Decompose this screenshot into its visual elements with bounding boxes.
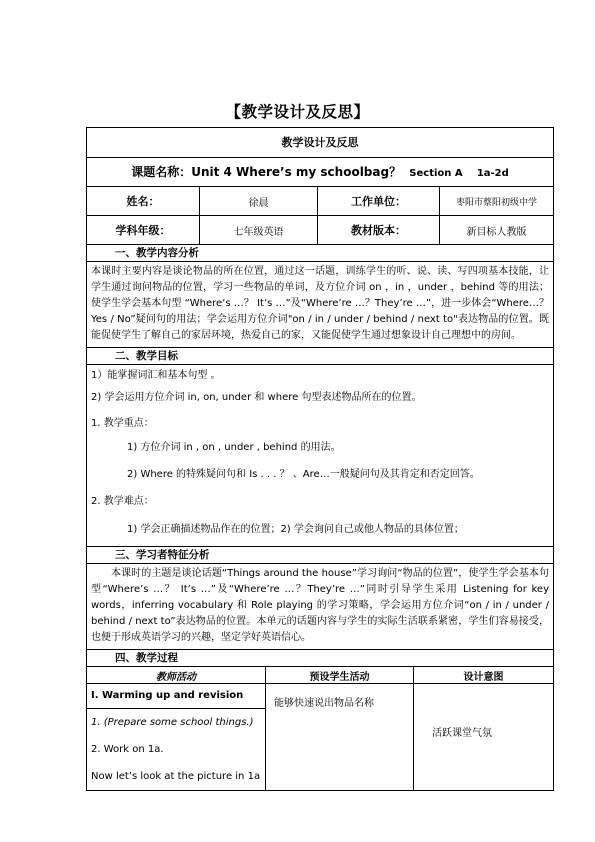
goal-item: 1）能掌握词汇和基本句型 。 <box>91 370 221 381</box>
section-teaching-goals-heading: 二、教学目标 <box>87 348 553 365</box>
section-learner-analysis-text: 本课时的主题是谈论话题“Things around the house”学习询问“物品的位置”，使学生学会基本句型“Where’s …？ It’s …”及“Where’re …？They’re …”同时引导学生采用 Listening for key words，inferring vocabulary 和 Role playing 的学习策略，学会运用方位介词“on / in / under / behind / next to”表达物品的位置。本单元的话题内容与学生的实际生活联系紧密，学生们容易接受，也便于形成英语学习的兴趣，坚定学好英语信心。 <box>87 564 553 650</box>
section-teaching-process-heading: 四、教学过程 <box>87 650 553 667</box>
edition-label: 教材版本： <box>317 216 439 244</box>
teacher-activity-cell <box>87 684 265 790</box>
step-title: Ⅰ. Warming up and revision <box>87 684 265 709</box>
name-value: 徐晨 <box>199 187 317 215</box>
name-label: 姓名： <box>126 195 160 208</box>
teacher-info-row <box>87 187 553 216</box>
step-item: 2. Work on 1a. <box>91 744 164 755</box>
process-column-headers <box>87 667 553 684</box>
process-row <box>87 684 553 791</box>
section-learner-analysis-heading: 三、学习者特征分析 <box>87 547 553 564</box>
course-label: 课题名称： <box>131 165 192 179</box>
difficulty-item: 1) 学会正确描述物品作在的位置；2) 学会询问自己或他人物品的具体位置； <box>127 524 464 535</box>
col-teacher-activity: 教师活动 <box>156 671 196 683</box>
course-row <box>87 158 553 187</box>
course-info-row <box>87 216 553 245</box>
col-student-activity: 预设学生活动 <box>265 667 413 683</box>
key-point-item: 1) 方位介词 in , on , under , behind 的用法。 <box>127 442 341 453</box>
design-intent-cell: 活跃课堂气氛 <box>413 684 553 790</box>
step-item: 1. (Prepare some school things.) <box>91 717 254 728</box>
unit-label: 工作单位： <box>317 187 439 215</box>
section-content-analysis-text: 本课时主要内容是谈论物品的所在位置，通过这一话题，训练学生的听、说、读、写四项基本技能，让学生通过询问物品的位置，学习一些物品的单词，及方位介词 on ，in ，under ，behind 等的用法；使学生学会基本句型 “Where’s …？ It’s …”及“Where’re …？They’re …”，进一步体会“Where…？Yes / No”疑问句的用法；学会运用方位介词"on / in / under / behind / next to"表达物品的位置。既能促使学生了解自己的家居环境，热爱自己的家，又能促使学生通过想象设计自己理想中的房间。 <box>87 262 553 348</box>
section-teaching-goals-body <box>87 365 553 547</box>
subject-label: 学科年级： <box>115 224 171 237</box>
step-item: Now let’s look at the picture in 1a <box>91 771 261 782</box>
table-header: 教学设计及反思 <box>87 128 553 158</box>
course-section: Section A <box>409 168 463 179</box>
unit-value: 枣阳市蔡阳初级中学 <box>439 187 553 215</box>
subject-value: 七年级英语 <box>199 216 317 244</box>
section-content-analysis-heading: 一、教学内容分析 <box>87 245 553 262</box>
student-activity-cell: 能够快速说出物品名称 <box>265 684 413 790</box>
course-name: Unit 4 Where’s my schoolbag？ <box>191 165 402 179</box>
key-points-label: 1. 教学重点： <box>91 418 154 429</box>
difficulties-label: 2. 教学难点： <box>91 496 154 507</box>
edition-value: 新目标人教版 <box>439 216 553 244</box>
course-range: 1a-2d <box>476 168 509 179</box>
col-design-intent: 设计意图 <box>413 667 553 683</box>
key-point-item: 2) Where 的特殊疑问句和 Is . . . ？ 、Are…一般疑问句及其肯定和否定回答。 <box>127 469 480 480</box>
goal-item: 2) 学会运用方位介词 in, on, under 和 where 句型表述物品所在的位置。 <box>91 392 422 403</box>
page-title: 【教学设计及反思】 <box>225 103 370 121</box>
lesson-plan-table <box>86 127 554 791</box>
